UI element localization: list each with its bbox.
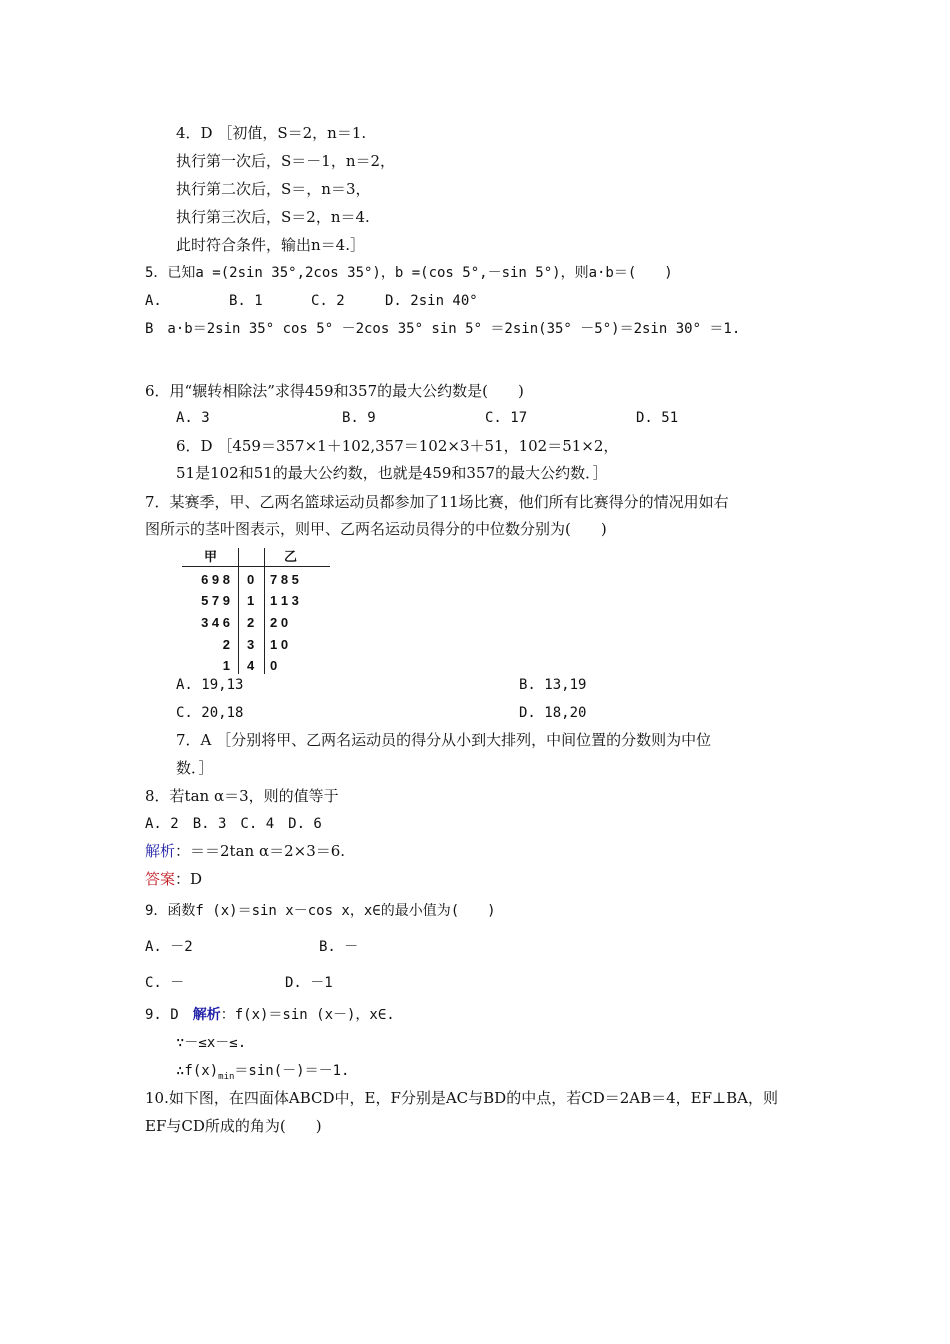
stem-leaf-header-rule — [182, 566, 330, 567]
q5-option-d: D. 2sin 40° — [385, 293, 478, 309]
q9-line-3-sub: min — [218, 1071, 235, 1082]
q4-line-2: 执行第一次后，S＝－1，n＝2， — [176, 152, 396, 170]
stem-leaf-left-leaves: 1 — [222, 658, 230, 673]
q7-question-line-1: 7．某赛季，甲、乙两名篮球运动员都参加了11场比赛，他们所有比赛得分的情况用如右 — [145, 493, 729, 511]
q8-answer-text: ：D — [175, 870, 203, 888]
q6-answer-line-2: 51是102和51的最大公约数，也就是459和357的最大公约数．］ — [176, 464, 608, 482]
q7-question-line-2: 图所示的茎叶图表示，则甲、乙两名运动员得分的中位数分别为( ) — [145, 520, 607, 538]
q8-answer — [145, 869, 202, 889]
q9-analysis — [145, 1005, 395, 1025]
q6-question: 6．用“辗转相除法”求得459和357的最大公约数是( ) — [145, 382, 524, 400]
q6-answer-line-1: 6．D ［459＝357×1＋102,357＝102×3＋51，102＝51×2， — [176, 437, 619, 455]
stem-leaf-divider-right — [264, 548, 265, 674]
q5-option-b: B. 1 — [229, 293, 263, 309]
stem-leaf-right-leaves: 7 8 5 — [270, 572, 299, 587]
q8-analysis-label: 解析 — [145, 842, 176, 860]
q8-question: 8．若tan α＝3，则的值等于 — [145, 787, 339, 805]
stem-leaf-stem: 2 — [247, 615, 255, 630]
q4-line-3: 执行第二次后，S＝，n＝3， — [176, 180, 371, 198]
q5-option-a: A. — [145, 293, 162, 309]
q4-line-1: 4．D ［初值，S＝2，n＝1. — [176, 124, 367, 142]
stem-leaf-right-leaves: 1 0 — [270, 637, 289, 652]
q9-option-a: A. －2 — [145, 939, 193, 955]
q7-option-c: C. 20,18 — [176, 705, 244, 721]
q6-option-d: D. 51 — [636, 410, 679, 426]
q7-answer-line-2: 数．］ — [176, 759, 214, 777]
stem-leaf-plot — [180, 548, 332, 676]
q9-analysis-label: 解析 — [192, 1007, 221, 1023]
q9-analysis-text: ：f(x)＝sin (x－)，x∈. — [220, 1007, 395, 1023]
q10-line-2: EF与CD所成的角为( ) — [145, 1117, 322, 1135]
stem-leaf-right-leaves: 0 — [270, 658, 278, 673]
stem-leaf-divider-left — [238, 548, 239, 674]
q10-line-1: 10.如下图，在四面体ABCD中，E，F分别是AC与BD的中点，若CD＝2AB＝4，EF⊥BA，则 — [145, 1089, 778, 1107]
q7-option-b: B. 13,19 — [519, 677, 587, 693]
q6-option-c: C. 17 — [485, 410, 528, 426]
q5-answer: B a·b＝2sin 35° cos 5° －2cos 35° sin 5° ＝2sin(35° －5°)＝2sin 30° ＝1. — [145, 321, 741, 337]
stem-leaf-left-leaves: 5 7 9 — [201, 593, 230, 608]
stem-leaf-right-leaves: 2 0 — [270, 615, 289, 630]
stem-leaf-header-left: 甲 — [204, 549, 218, 564]
q7-option-d: D. 18,20 — [519, 705, 587, 721]
q9-line-3 — [176, 1061, 349, 1087]
q8-options: A. 2 B. 3 C. 4 D. 6 — [145, 816, 322, 832]
q4-line-4: 执行第三次后，S＝2，n＝4. — [176, 208, 370, 226]
q7-answer-line-1: 7．A ［分别将甲、乙两名运动员的得分从小到大排列，中间位置的分数则为中位 — [176, 731, 712, 749]
q7-option-a: A. 19,13 — [176, 677, 244, 693]
q9-line-3-b: ＝sin(－)＝－1. — [234, 1063, 350, 1079]
q9-option-d: D. －1 — [285, 975, 333, 991]
stem-leaf-stem: 4 — [247, 658, 255, 673]
q9-question: 9．函数f (x)＝sin x－cos x，x∈的最小值为( ) — [145, 903, 496, 919]
q4-line-5: 此时符合条件，输出n＝4.］ — [176, 236, 365, 254]
q8-answer-label: 答案 — [145, 870, 176, 888]
q5-question: 5．已知a =(2sin 35°,2cos 35°)，b =(cos 5°,－sin 5°)，则a·b＝( ) — [145, 265, 673, 281]
q9-answer-prefix: 9. D — [145, 1007, 193, 1023]
q8-analysis-text: ：＝＝2tan α＝2×3＝6. — [175, 842, 346, 860]
q9-option-c: C. － — [145, 975, 185, 991]
stem-leaf-stem: 3 — [247, 637, 255, 652]
stem-leaf-header-right: 乙 — [284, 549, 298, 564]
stem-leaf-left-leaves: 2 — [222, 637, 230, 652]
q6-option-b: B. 9 — [342, 410, 376, 426]
stem-leaf-right-leaves: 1 1 3 — [270, 593, 299, 608]
q5-option-c: C. 2 — [311, 293, 345, 309]
q6-option-a: A. 3 — [176, 410, 210, 426]
q9-line-2: ∵－≤x－≤. — [176, 1035, 247, 1051]
stem-leaf-left-leaves: 3 4 6 — [201, 615, 230, 630]
stem-leaf-stem: 0 — [247, 572, 255, 587]
q9-line-3-a: ∴f(x) — [176, 1063, 219, 1079]
q8-analysis — [145, 841, 345, 861]
stem-leaf-stem: 1 — [247, 593, 255, 608]
q9-option-b: B. － — [319, 939, 359, 955]
stem-leaf-left-leaves: 6 9 8 — [201, 572, 230, 587]
